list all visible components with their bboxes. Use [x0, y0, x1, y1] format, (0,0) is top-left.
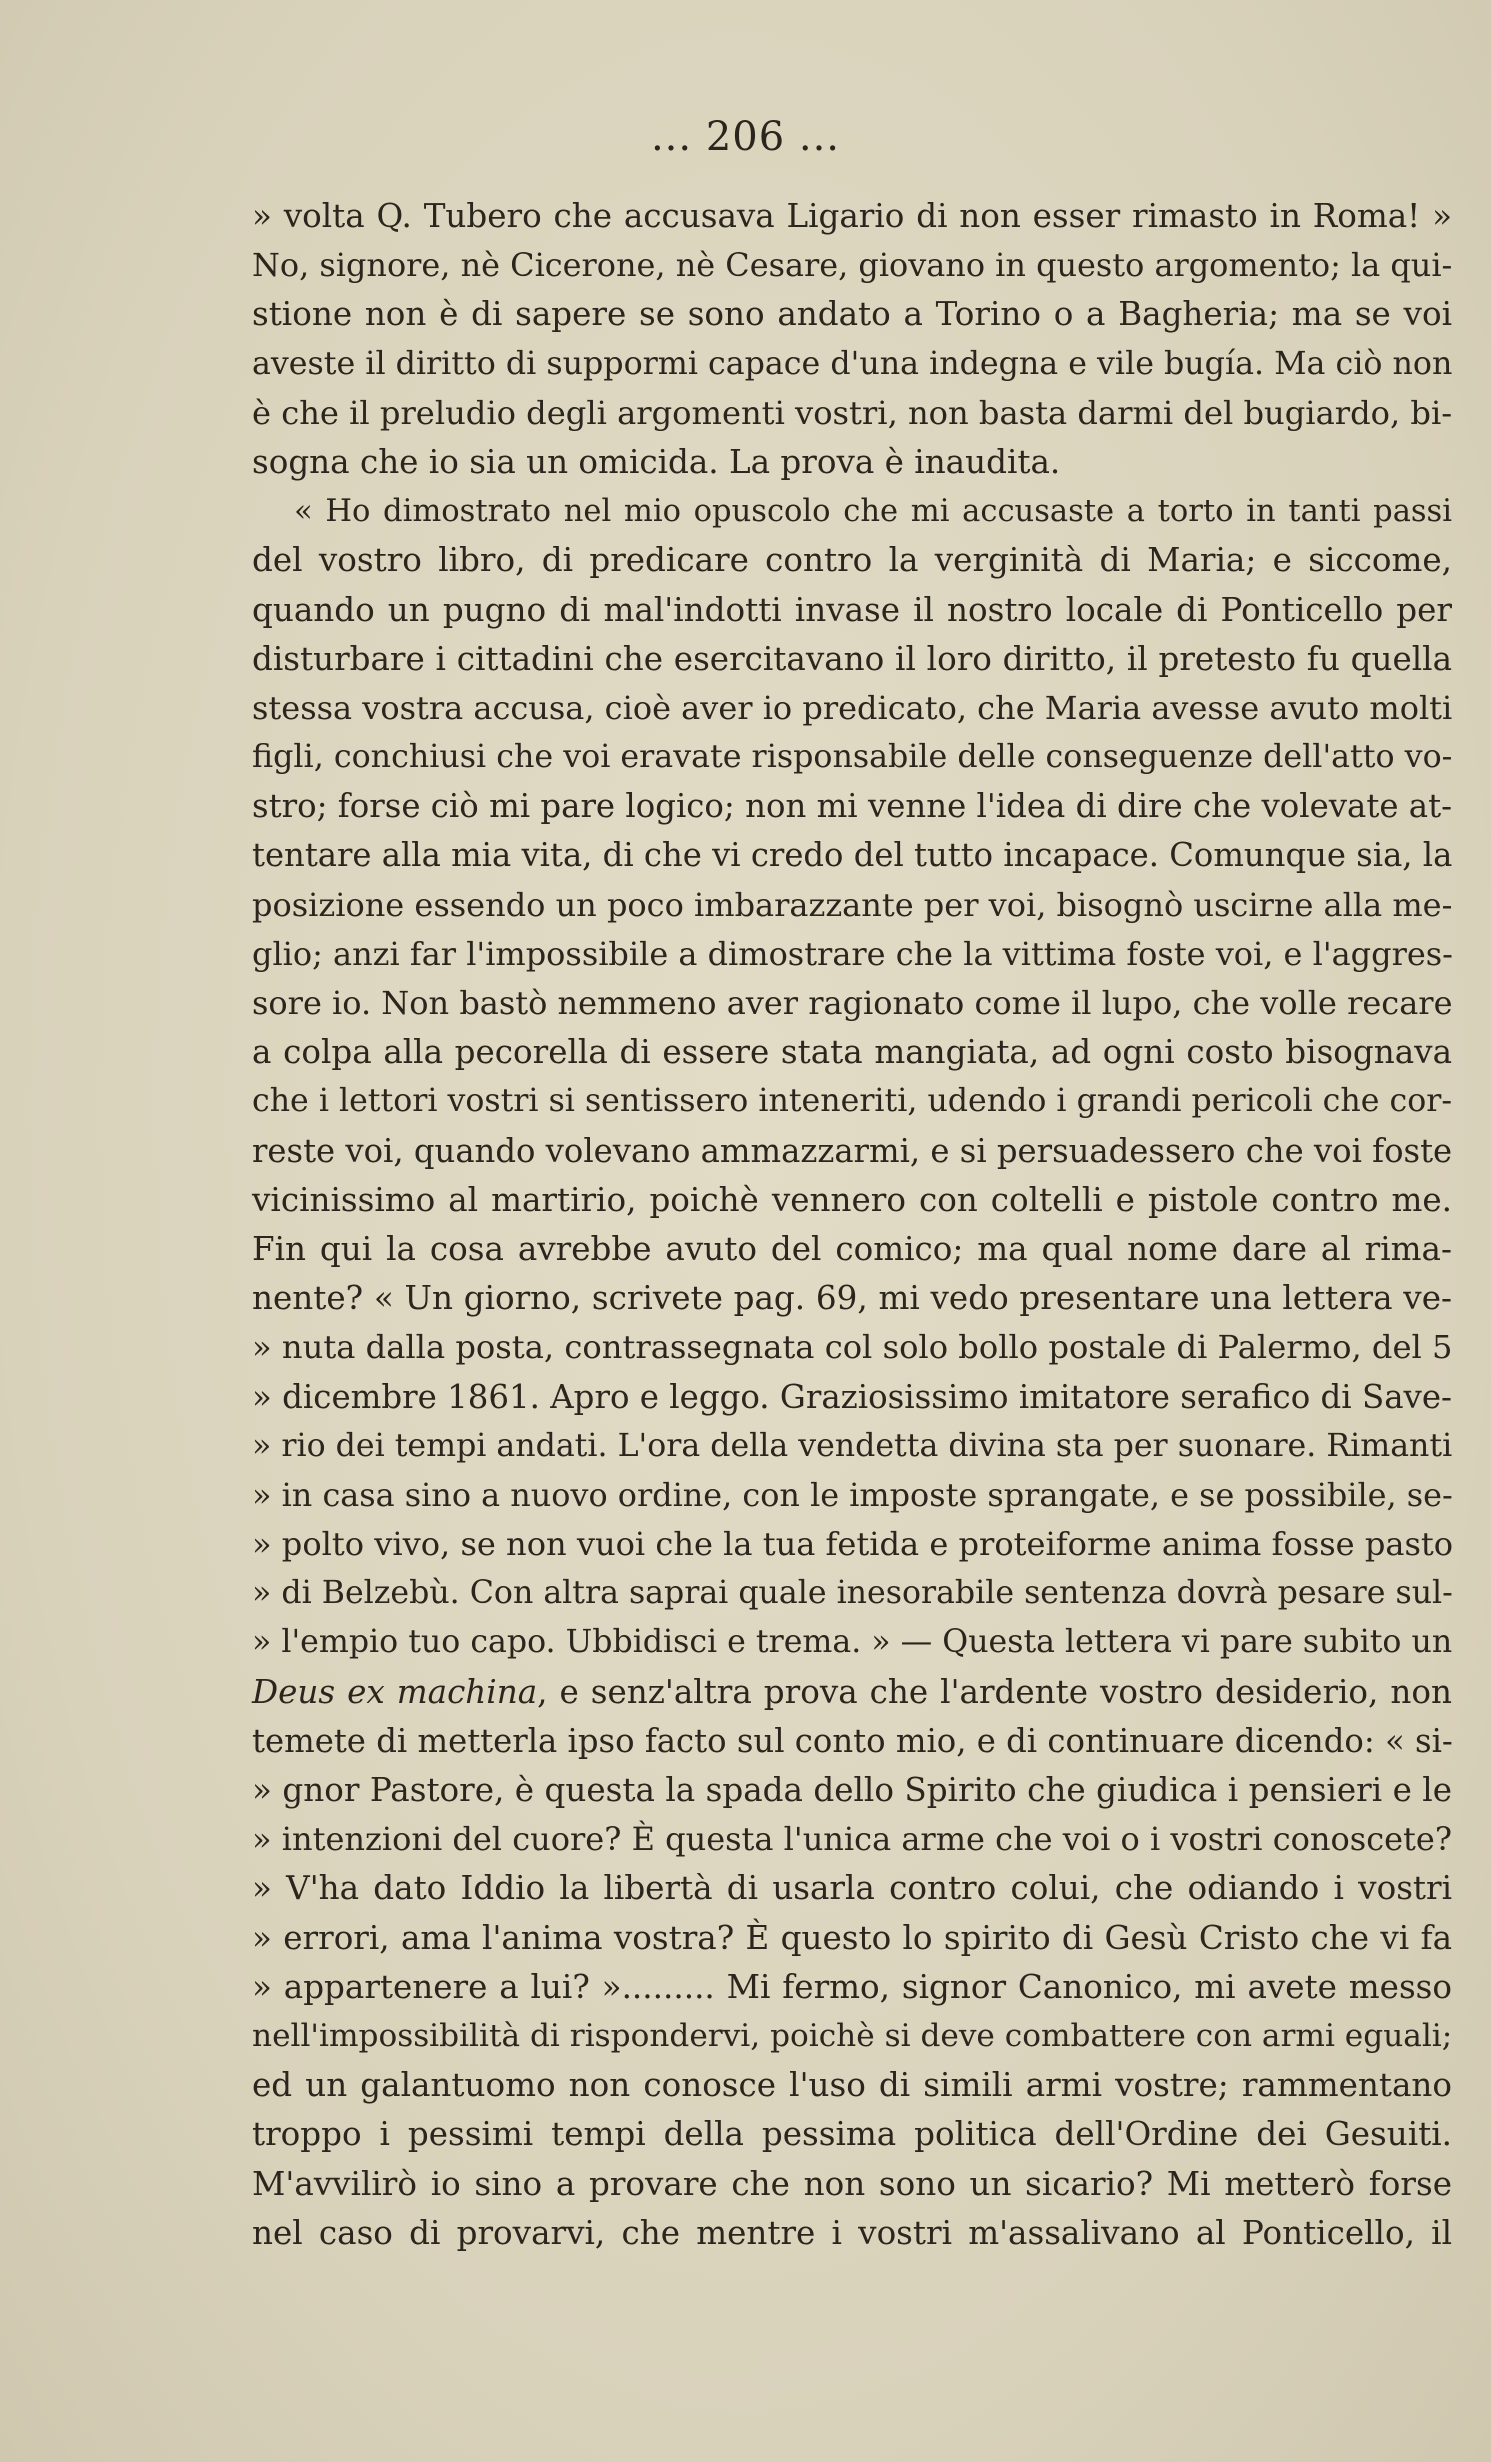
line-text: « Ho dimostrato nel mio opuscolo che mi accusaste a torto in tanti passi — [294, 494, 1452, 530]
text-line — [252, 1471, 1452, 1520]
text-line — [252, 1618, 1452, 1667]
line-text: del vostro libro, di predicare contro la verginità di Maria; e siccome, — [252, 541, 1452, 580]
text-line — [252, 1422, 1452, 1471]
text-line — [252, 1077, 1452, 1126]
text-line — [252, 1127, 1452, 1176]
line-text: » nuta dalla posta, contrassegnata col solo bollo postale di Palermo, del 5 — [252, 1328, 1453, 1367]
line-text: stessa vostra accusa, cioè aver io predicato, che Maria avesse avuto molti — [252, 688, 1453, 727]
text-line — [252, 979, 1452, 1028]
line-text: sogna che io sia un omicida. La prova è inaudita. — [252, 442, 1061, 481]
line-text: » in casa sino a nuovo ordine, con le imposte sprangate, e se possibile, se- — [252, 1475, 1453, 1514]
text-line — [252, 1864, 1452, 1913]
line-text: ed un galantuomo non conosce l'uso di simili armi vostre; rammentano — [252, 2066, 1452, 2105]
text-line — [252, 881, 1452, 930]
line-text: a colpa alla pecorella di essere stata mangiata, ad ogni costo bisognava — [252, 1033, 1452, 1072]
line-text: » rio dei tempi andati. L'ora della vendetta divina sta per suonare. Rimanti — [252, 1427, 1453, 1464]
line-text: » errori, ama l'anima vostra? È questo lo spirito di Gesù Cristo che vi fa — [252, 1918, 1452, 1957]
line-text: nente? « Un giorno, scrivete pag. 69, mi vedo presentare una lettera ve- — [252, 1279, 1452, 1318]
line-text: vicinissimo al martirio, poichè vennero con coltelli e pistole contro me. — [252, 1180, 1452, 1219]
line-text: glio; anzi far l'impossibile a dimostrare che la vittima foste voi, e l'aggres- — [252, 934, 1453, 973]
text-line — [252, 1274, 1452, 1323]
text-line — [252, 536, 1452, 585]
text-line — [252, 586, 1452, 635]
text-line — [252, 241, 1452, 290]
text-line — [252, 290, 1452, 339]
text-line — [252, 1373, 1452, 1422]
line-text: tentare alla mia vita, di che vi credo del tutto incapace. Comunque sia, la — [252, 836, 1453, 875]
italic-phrase: Deus ex machina — [252, 1672, 538, 1711]
line-text: temete di metterla ipso facto sul conto mio, e di continuare dicendo: « si- — [252, 1721, 1453, 1760]
text-line — [252, 1520, 1452, 1569]
line-text: » intenzioni del cuore? È questa l'unica arme che voi o i vostri conoscete? — [252, 1820, 1452, 1859]
text-line — [252, 1569, 1452, 1618]
text-line — [252, 684, 1452, 733]
text-line — [252, 930, 1452, 979]
line-text: » dicembre 1861. Apro e leggo. Graziosissimo imitatore serafico di Save- — [252, 1377, 1452, 1416]
text-line — [252, 2110, 1452, 2159]
line-text: nel caso di provarvi, che mentre i vostri m'assalivano al Ponticello, il — [252, 2213, 1452, 2252]
text-line — [252, 438, 1452, 487]
text-line — [252, 1766, 1452, 1815]
line-text: che i lettori vostri si sentissero inteneriti, udendo i grandi pericoli che cor- — [252, 1083, 1453, 1120]
text-line — [252, 1176, 1452, 1225]
line-text: » di Belzebù. Con altra saprai quale inesorabile sentenza dovrà pesare sul- — [252, 1575, 1453, 1612]
line-text: aveste il diritto di suppormi capace d'una indegna e vile bugía. Ma ciò non — [252, 345, 1453, 382]
line-text: Fin qui la cosa avrebbe avuto del comico; ma qual nome dare al rima- — [252, 1229, 1452, 1268]
line-text: reste voi, quando volevano ammazzarmi, e si persuadessero che voi foste — [252, 1131, 1453, 1170]
line-text: » gnor Pastore, è questa la spada dello Spirito che giudica i pensieri e le — [252, 1771, 1452, 1809]
line-text: » l'empio tuo capo. Ubbidisci e trema. » — Questa lettera vi pare subito un — [252, 1624, 1453, 1661]
text-line — [252, 1963, 1452, 2012]
page-number: ... 206 ... — [650, 114, 841, 160]
line-text: nell'impossibilità di rispondervi, poichè si deve combattere con armi eguali; — [252, 2017, 1453, 2054]
line-text: posizione essendo un poco imbarazzante per voi, bisognò uscirne alla me- — [252, 885, 1453, 924]
line-text: sore io. Non bastò nemmeno aver ragionato come il lupo, che volle recare — [252, 984, 1453, 1022]
line-text: » appartenere a lui? »......... Mi fermo, signor Canonico, mi avete messo — [252, 1967, 1452, 2006]
text-line — [252, 1717, 1452, 1766]
line-text: No, signore, nè Cicerone, nè Cesare, giovano in questo argomento; la qui- — [252, 246, 1453, 285]
text-line — [252, 1028, 1452, 1077]
line-text: , e senz'altra prova che l'ardente vostro desiderio, non — [537, 1672, 1452, 1711]
text-line — [252, 1323, 1452, 1372]
text-line — [252, 340, 1452, 389]
text-line — [252, 2012, 1452, 2061]
line-text: stro; forse ciò mi pare logico; non mi venne l'idea di dire che volevate at- — [252, 787, 1453, 826]
line-text: è che il preludio degli argomenti vostri, non basta darmi del bugiardo, bi- — [252, 393, 1453, 432]
text-line — [252, 2061, 1452, 2110]
text-line — [252, 1914, 1452, 1963]
text-line — [252, 831, 1452, 880]
line-text: troppo i pessimi tempi della pessima politica dell'Ordine dei Gesuiti. — [252, 2115, 1452, 2154]
text-line — [252, 389, 1452, 438]
text-line — [252, 2209, 1452, 2258]
line-text: » volta Q. Tubero che accusava Ligario di non esser rimasto in Roma! » — [252, 197, 1452, 235]
body-text — [252, 192, 1452, 2258]
line-text: » polto vivo, se non vuoi che la tua fetida e proteiforme anima fosse pasto — [252, 1525, 1454, 1564]
text-line — [252, 1225, 1452, 1274]
text-line — [252, 1668, 1452, 1717]
text-line — [252, 1815, 1452, 1864]
text-line — [252, 2160, 1452, 2209]
line-text: disturbare i cittadini che esercitavano il loro diritto, il pretesto fu quella — [252, 639, 1452, 678]
text-line — [252, 782, 1452, 831]
line-text: stione non è di sapere se sono andato a Torino o a Bagheria; ma se voi — [252, 295, 1452, 334]
text-line — [252, 733, 1452, 782]
line-text: quando un pugno di mal'indotti invase il nostro locale di Ponticello per — [252, 590, 1452, 629]
text-line — [252, 192, 1452, 241]
line-text: » V'ha dato Iddio la libertà di usarla contro colui, che odiando i vostri — [252, 1869, 1452, 1908]
line-text: figli, conchiusi che voi eravate risponsabile delle conseguenze dell'atto vo- — [252, 739, 1453, 776]
text-line — [252, 635, 1452, 684]
line-text: M'avvilirò io sino a provare che non sono un sicario? Mi metterò forse — [252, 2164, 1452, 2203]
text-line — [252, 487, 1452, 536]
